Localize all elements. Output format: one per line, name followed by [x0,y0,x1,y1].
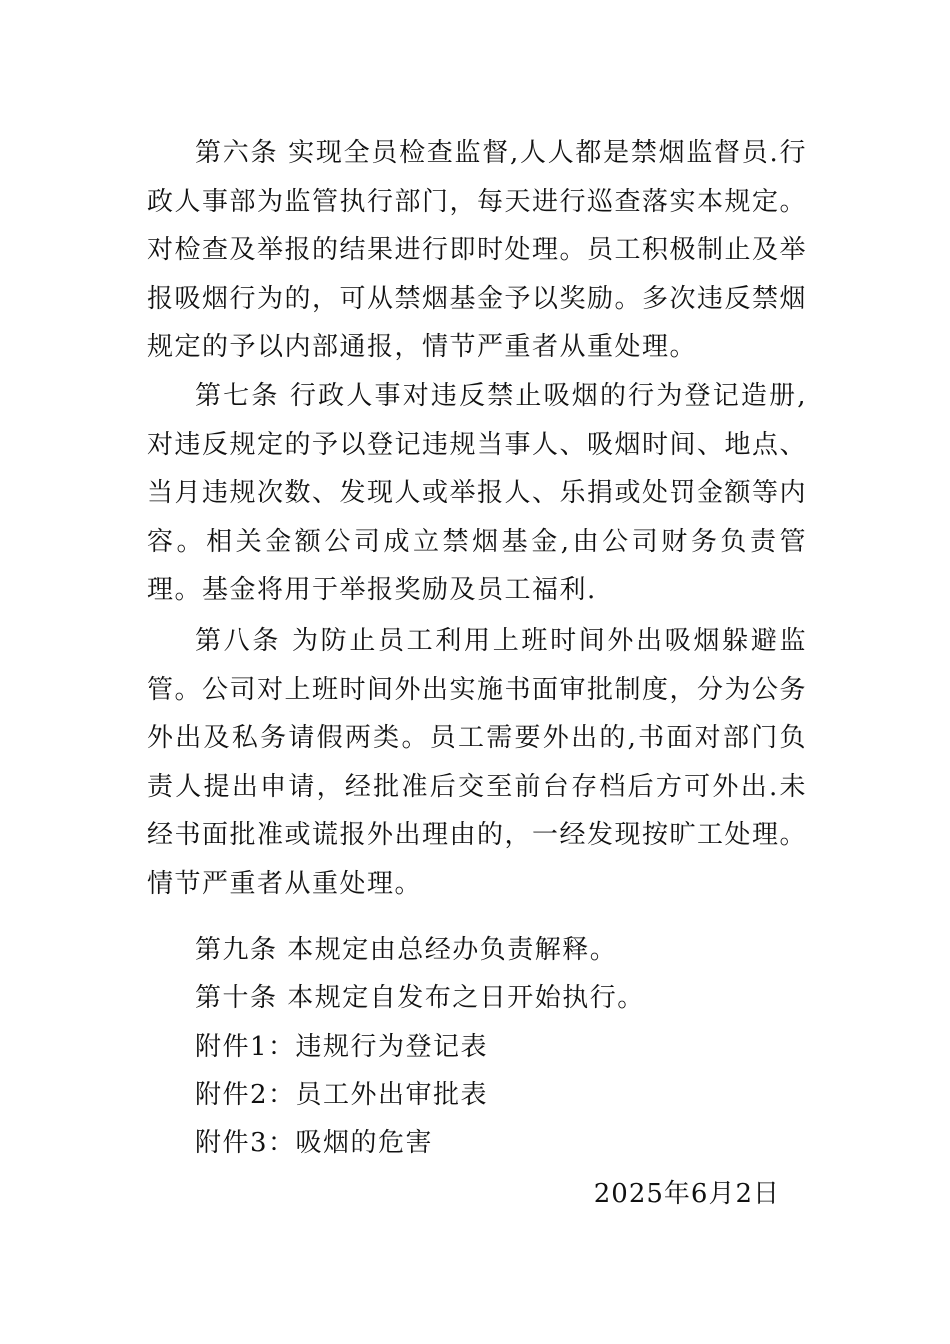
article-9-line: 第九条 本规定由总经办负责解释。 [195,935,618,965]
attachment-3-line: 附件3：吸烟的危害 [195,1128,434,1158]
article-10-line: 第十条 本规定自发布之日开始执行。 [195,983,645,1013]
article-6-paragraph: 第六条 实现全员检查监督,人人都是禁烟监督员.行政人事部为监管执行部门，每天进行巡查落实本规定。对检查及举报的结果进行即时处理。员工积极制止及举报吸烟行为的，可从禁烟基金予以奖励。多次违反禁烟规定的予以内部通报，情节严重者从重处理。 [147,138,808,362]
article-7-paragraph: 第七条 行政人事对违反禁止吸烟的行为登记造册,对违反规定的予以登记违规当事人、吸烟时间、地点、当月违规次数、发现人或举报人、乐捐或处罚金额等内容。相关金额公司成立禁烟基金,由公司财务负责管理。基金将用于举报奖励及员工福利. [147,381,808,605]
article-8-paragraph: 第八条 为防止员工利用上班时间外出吸烟躲避监管。公司对上班时间外出实施书面审批制度，分为公务外出及私务请假两类。员工需要外出的,书面对部门负责人提出申请，经批准后交至前台存档后方可外出.未经书面批准或谎报外出理由的，一经发现按旷工处理。情节严重者从重处理。 [147,626,808,899]
attachment-1-line: 附件1：违规行为登记表 [195,1032,489,1062]
document-date: 2025年6月2日 [593,1179,780,1209]
attachment-2-line: 附件2：员工外出审批表 [195,1080,489,1110]
